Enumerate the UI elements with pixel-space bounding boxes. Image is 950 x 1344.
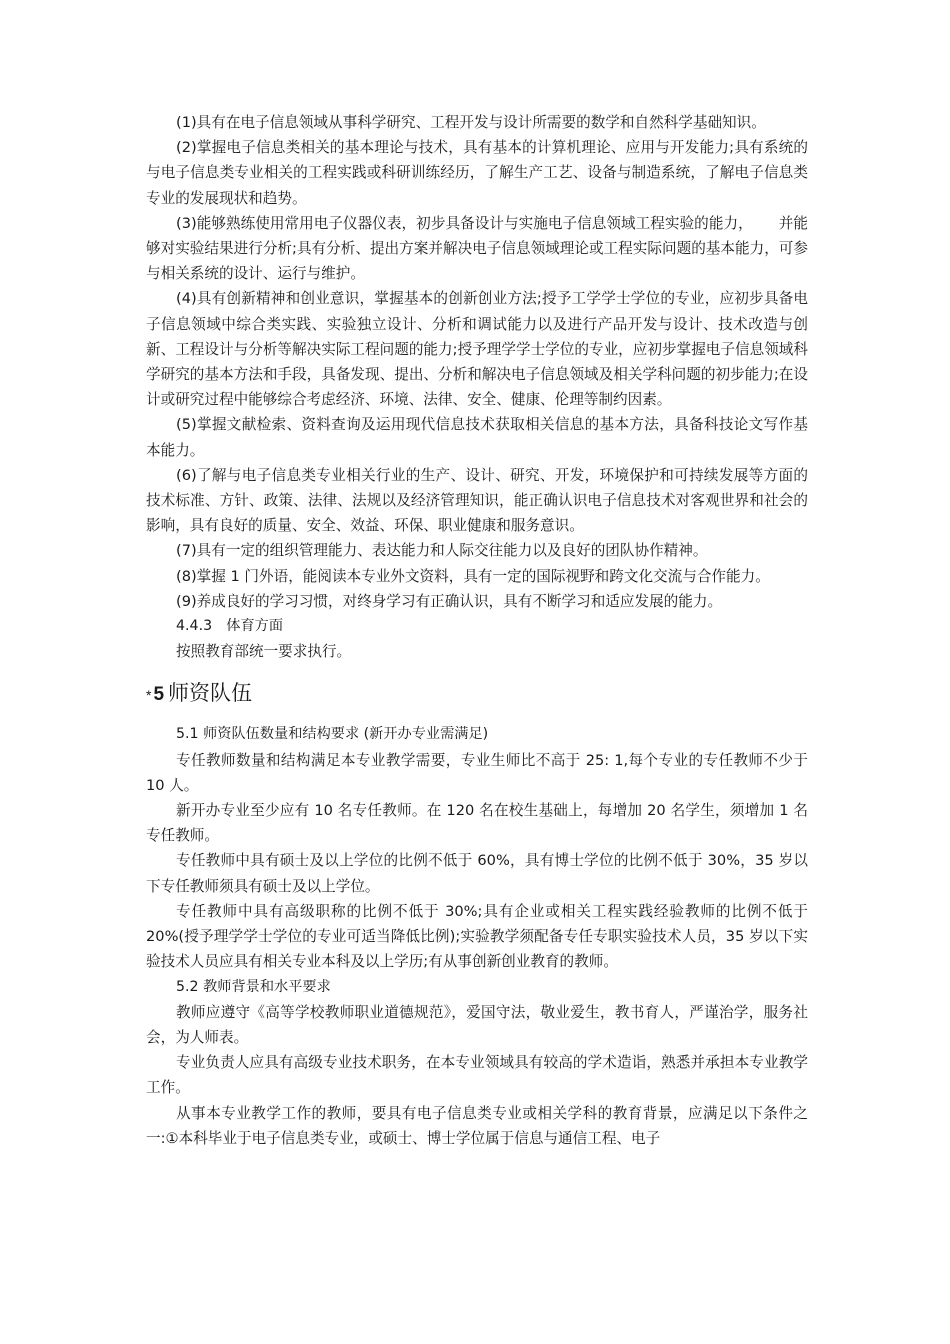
subsection-5-1-para-1: 专任教师数量和结构满足本专业教学需要，专业生师比不高于 25: 1,每个专业的专任教师不少于 10 人。 — [146, 751, 808, 794]
subsection-5-1-para-3: 专任教师中具有硕士及以上学位的比例不低于 60%，具有博士学位的比例不低于 30%，35 岁以下专任教师须具有硕士及以上学位。 — [146, 852, 808, 895]
subsection-4-4-3-heading: 4.4.3 体育方面 — [176, 618, 284, 635]
section-5-heading — [146, 678, 808, 710]
requirement-item-3-part-b: 并能够对实验结果进行分析;具有分析、提出方案并解决电子信息领域理论或工程实际问题的基本能力，可参与相关系统的设计、运行与维护。 — [146, 214, 808, 283]
subsection-5-2-para-1: 教师应遵守《高等学校教师职业道德规范》，爱国守法，敬业爱生，教书育人，严谨治学，服务社会，为人师表。 — [146, 1003, 808, 1046]
subsection-5-1-para-4: 专任教师中具有高级职称的比例不低于 30%;具有企业或相关工程实践经验教师的比例不低于 20%(授予理学学士学位的专业可适当降低比例);实验教学须配备专任专职实验技术人员，35 岁以下实验技术人员应具有相关专业本科及以上学历;有从事创新创业教育的教师。 — [146, 902, 808, 971]
requirement-item-5: (5)掌握文献检索、资料查询及运用现代信息技术获取相关信息的基本方法，具备科技论文写作基本能力。 — [146, 416, 808, 459]
subsection-5-2-para-3: 从事本专业教学工作的教师，要具有电子信息类专业或相关学科的教育背景，应满足以下条件之一:①本科毕业于电子信息类专业，或硕士、博士学位属于信息与通信工程、电子 — [146, 1104, 808, 1147]
requirement-item-8: (8)掌握 1 门外语，能阅读本专业外文资料，具有一定的国际视野和跨文化交流与合作能力。 — [176, 567, 770, 585]
document-body — [146, 110, 808, 1151]
subsection-5-1-para-2: 新开办专业至少应有 10 名专任教师。在 120 名在校生基础上，每增加 20 名学生，须增加 1 名专任教师。 — [146, 802, 808, 845]
subsection-5-1-heading: 5.1 师资队伍数量和结构要求 (新开办专业需满足) — [176, 726, 489, 743]
subsection-5-2-para-2: 专业负责人应具有高级专业技术职务，在本专业领域具有较高的学术造诣，熟悉并承担本专业教学工作。 — [146, 1054, 808, 1097]
requirement-item-4: (4)具有创新精神和创业意识，掌握基本的创新创业方法;授予工学学士学位的专业，应初步具备电子信息领域中综合类实践、实验独立设计、分析和调试能力以及进行产品开发与设计、技术改造与创新、工程设计与分析等解决实际工程问题的能力;授予理学学士学位的专业，应初步掌握电子信息领域科学研究的基本方法和手段，具备发现、提出、分析和解决电子信息领域及相关学科问题的初步能力;在设计或研究过程中能够综合考虑经济、环境、法律、安全、健康、伦理等制约因素。 — [146, 290, 808, 409]
heading-star-mark: * — [146, 687, 152, 704]
subsection-4-4-3-text: 按照教育部统一要求执行。 — [176, 643, 352, 661]
requirement-item-2: (2)掌握电子信息类相关的基本理论与技术，具有基本的计算机理论、应用与开发能力;具有系统的与电子信息类专业相关的工程实践或科研训练经历，了解生产工艺、设备与制造系统，了解电子信息类专业的发展现状和趋势。 — [146, 139, 808, 207]
requirement-item-3 — [146, 211, 808, 287]
requirement-item-3-part-a: (3)能够熟练使用常用电子仪器仪表，初步具备设计与实施电子信息领域工程实验的能力， — [176, 214, 753, 232]
section-number: 5 — [153, 684, 165, 706]
requirement-item-7: (7)具有一定的组织管理能力、表达能力和人际交往能力以及良好的团队协作精神。 — [176, 542, 708, 560]
subsection-5-2-heading: 5.2 教师背景和水平要求 — [176, 978, 331, 995]
requirement-item-9: (9)养成良好的学习习惯，对终身学习有正确认识，具有不断学习和适应发展的能力。 — [176, 592, 723, 610]
section-title: 师资队伍 — [168, 681, 253, 706]
requirement-item-1: (1)具有在电子信息领域从事科学研究、工程开发与设计所需要的数学和自然科学基础知识。 — [176, 114, 766, 131]
requirement-item-6: (6)了解与电子信息类专业相关行业的生产、设计、研究、开发，环境保护和可持续发展等方面的技术标准、方针、政策、法律、法规以及经济管理知识，能正确认识电子信息技术对客观世界和社会的影响，具有良好的质量、安全、效益、环保、职业健康和服务意识。 — [146, 466, 808, 535]
